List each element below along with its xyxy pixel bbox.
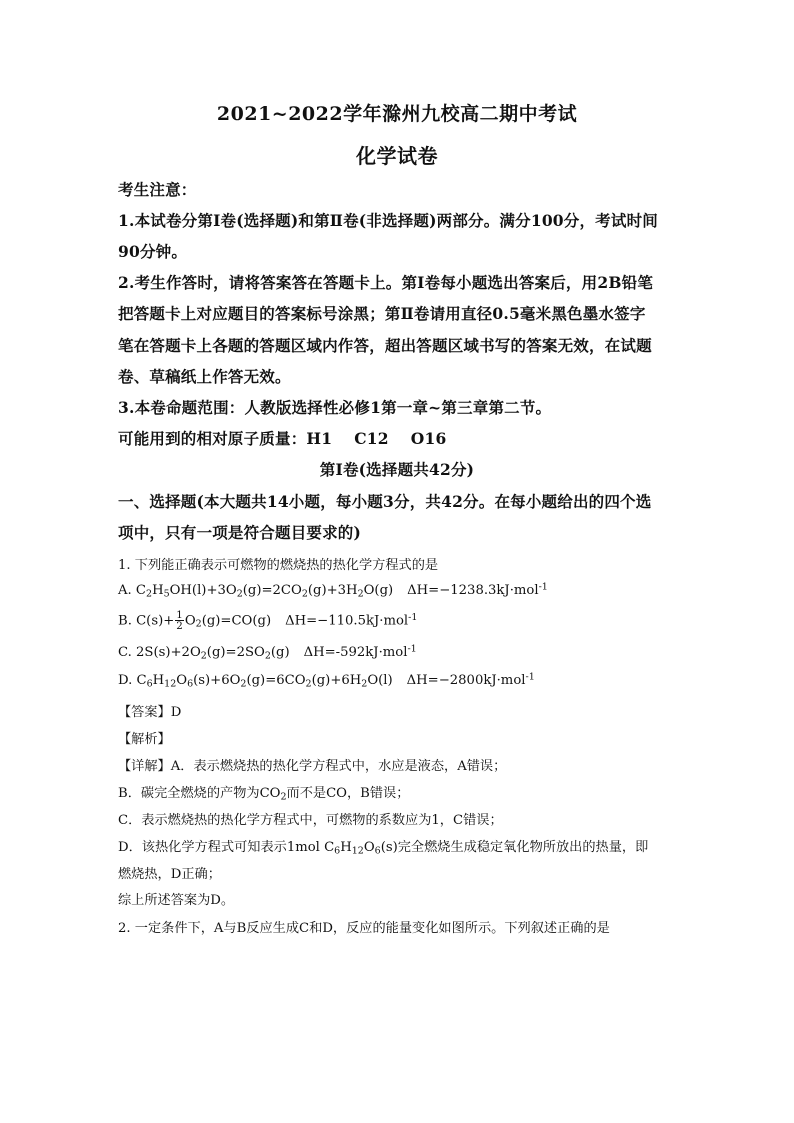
q1-option-a: A. $C_2H_5OH(l)+3O_2(g)=2CO_2(g)+3H_2O(g)$ ΔH=−1238.3kJ·mol$^{-1}$	[118, 581, 548, 600]
exam-title: 2021~2022学年滁州九校高二期中考试	[216, 103, 578, 125]
q2-stem: 2. 一定条件下，A与B反应生成C和D，反应的能量变化如图所示。下列叙述正确的是	[118, 921, 610, 936]
detail-label: 【详解】	[118, 759, 171, 774]
detail-d-line-2: 燃烧热，D正确；	[118, 867, 221, 882]
analysis-label: 【解析】	[118, 732, 171, 747]
notice-heading: 考生注意：	[118, 180, 197, 199]
answer-label: 【答案】	[118, 705, 171, 720]
q1-stem: 1. 下列能正确表示可燃物的燃烧热的热化学方程式的是	[118, 558, 439, 573]
detail-a: 【详解】A．表示燃烧热的热化学方程式中，水应是液态，A错误；	[118, 759, 507, 774]
q1-a-enthalpy: ΔH=−1238.3kJ·mol	[407, 583, 539, 598]
notice-item-2-line-2: 把答题卡上对应题目的答案标号涂黑；第Ⅱ卷请用直径0.5毫米黑色墨水签字	[118, 304, 646, 323]
q1-c-enthalpy: ΔH=-592kJ·mol	[303, 645, 408, 660]
detail-c: C．表示燃烧热的热化学方程式中，可燃物的系数应为1，C错误；	[118, 813, 503, 828]
notice-item-3: 3.本卷命题范围：人教版选择性必修1第一章~第三章第二节。	[118, 398, 552, 417]
notice-item-1-line-2: 90分钟。	[118, 242, 188, 261]
part-title: 第Ⅰ卷(选择题共42分)	[319, 460, 475, 479]
fraction-half: $\frac{1}{2}$	[176, 609, 183, 633]
atomic-mass-line	[118, 427, 446, 449]
q1-b-enthalpy: ΔH=−110.5kJ·mol	[285, 613, 409, 629]
atomic-mass-c: C12	[354, 429, 389, 448]
q1-d-enthalpy: ΔH=−2800kJ·mol	[406, 673, 526, 688]
atomic-mass-o: O16	[410, 429, 447, 448]
q1-option-c: C. $2S(s)+2O_2(g)=2SO_2(g)$ ΔH=-592kJ·mol$^{-1}$	[118, 643, 417, 662]
notice-item-1-line-1: 1.本试卷分第Ⅰ卷(选择题)和第Ⅱ卷(非选择题)两部分。满分100分，考试时间	[118, 211, 658, 230]
atomic-mass-label: 可能用到的相对原子质量：	[118, 429, 307, 448]
answer-value: D	[170, 705, 182, 720]
exam-subtitle: 化学试卷	[356, 144, 438, 168]
notice-item-2-line-1: 2.考生作答时，请将答案答在答题卡上。第Ⅰ卷每小题选出答案后，用2B铅笔	[118, 273, 654, 292]
detail-conclusion: 综上所述答案为D。	[118, 893, 235, 908]
q1-option-d: D. $C_6H_{12}O_6(s)+6O_2(g)=6CO_2(g)+6H_2O(l)$ ΔH=−2800kJ·mol$^{-1}$	[118, 671, 535, 690]
notice-item-2-line-4: 卷、草稿纸上作答无效。	[118, 367, 291, 386]
section-instructions-line-2: 项中，只有一项是符合题目要求的)	[118, 523, 362, 542]
atomic-mass-h: H1	[306, 429, 333, 448]
notice-item-2-line-3: 笔在答题卡上各题的答题区域内作答，超出答题区域书写的答案无效，在试题	[118, 336, 652, 355]
section-instructions-line-1: 一、选择题(本大题共14小题，每小题3分，共42分。在每小题给出的四个选	[118, 492, 652, 511]
detail-d-line-1: D．该热化学方程式可知表示1mol $C_6H_{12}O_6(s)$完全燃烧生成稳定氧化物所放出的热量，即	[118, 840, 649, 857]
answer-line	[118, 701, 181, 720]
detail-b: B．碳完全燃烧的产物为$CO_2$而不是CO，B错误；	[118, 786, 410, 803]
q1-option-b: B. C(s)+ $\frac{1}{2}$ $O_2(g)=CO(g)$ ΔH=−110.5kJ·mol$^{-1}$	[118, 609, 418, 633]
